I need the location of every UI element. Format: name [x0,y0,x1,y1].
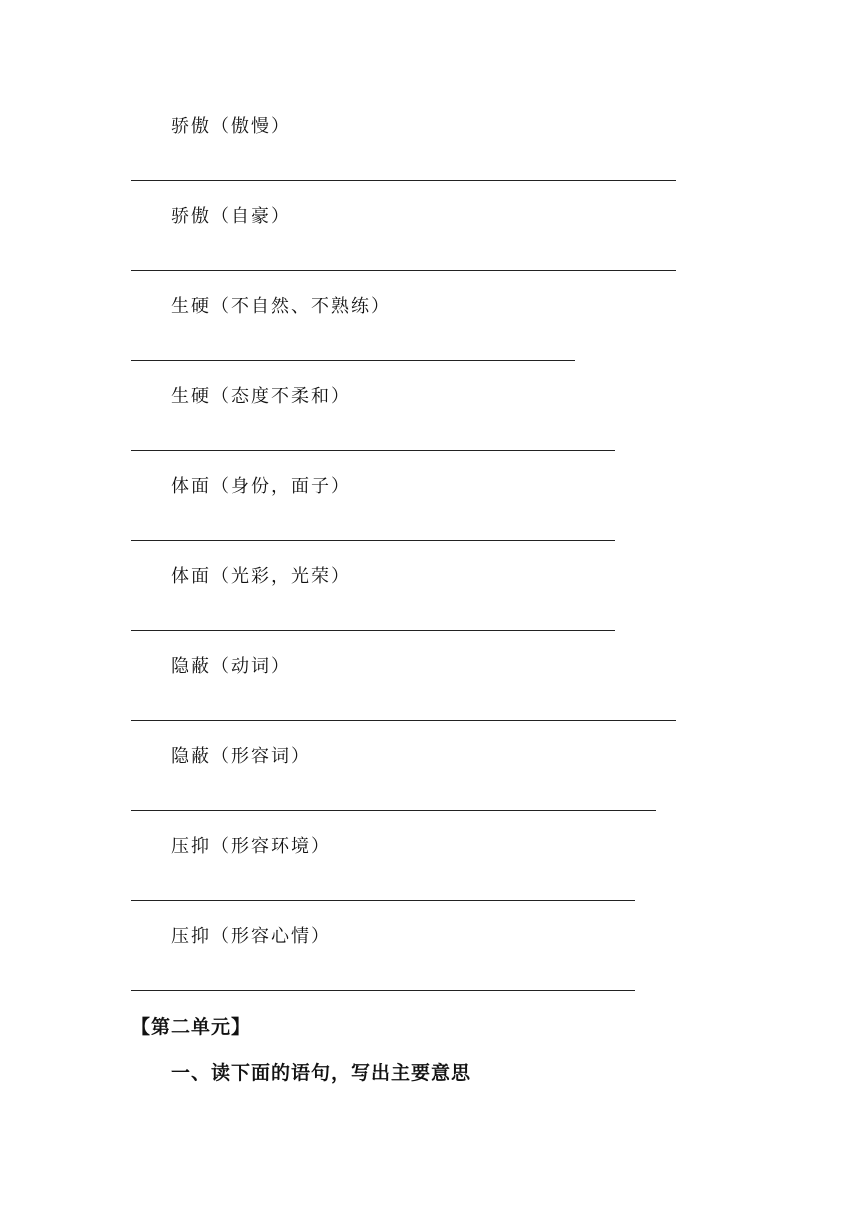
answer-line[interactable] [131,360,575,361]
item-prompt: 生硬（态度不柔和） [171,386,351,407]
answer-line[interactable] [131,810,656,811]
item-prompt: 压抑（形容环境） [171,836,331,857]
answer-line[interactable] [131,450,615,451]
unit-heading: 【第二单元】 [131,1016,252,1038]
item-prompt: 骄傲（傲慢） [171,116,291,137]
item-prompt: 隐蔽（形容词） [171,746,311,767]
answer-line[interactable] [131,990,635,991]
answer-line[interactable] [131,630,615,631]
answer-line[interactable] [131,720,676,721]
item-prompt: 隐蔽（动词） [171,656,291,677]
answer-line[interactable] [131,270,676,271]
section-heading: 一、读下面的语句，写出主要意思 [171,1062,472,1084]
item-prompt: 体面（身份，面子） [171,476,351,497]
answer-line[interactable] [131,180,676,181]
item-prompt: 生硬（不自然、不熟练） [171,296,391,317]
answer-line[interactable] [131,900,635,901]
answer-line[interactable] [131,540,615,541]
item-prompt: 压抑（形容心情） [171,926,331,947]
item-prompt: 体面（光彩，光荣） [171,566,351,587]
item-prompt: 骄傲（自豪） [171,206,291,227]
